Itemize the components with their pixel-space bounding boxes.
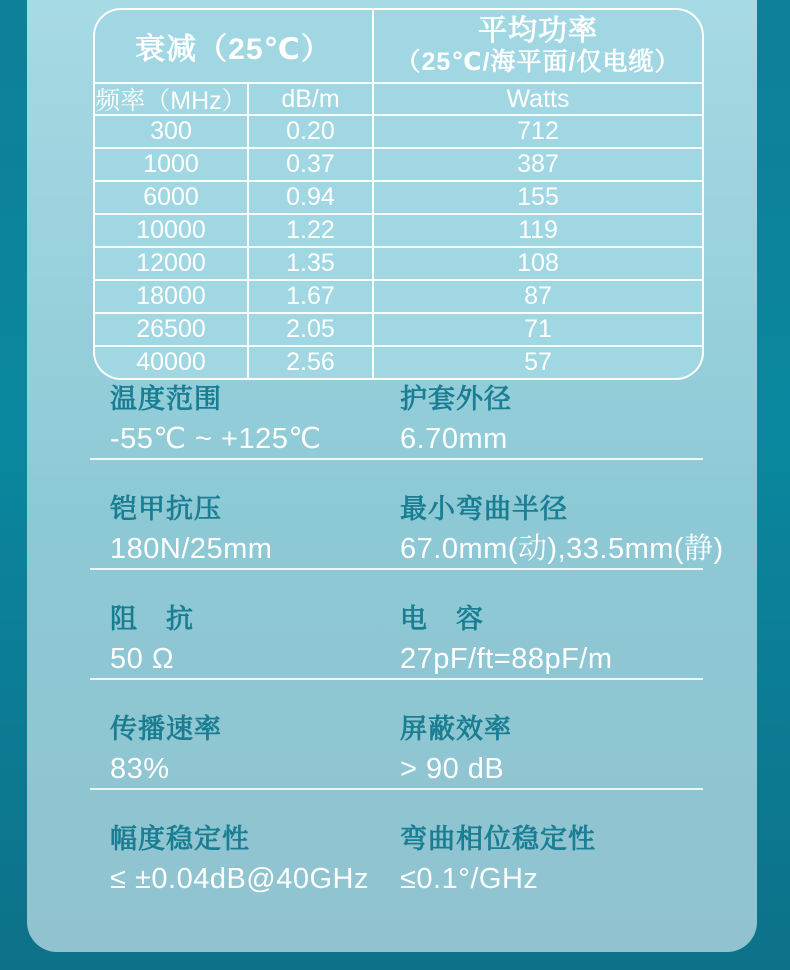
spec-impedance <box>110 603 400 678</box>
column-header-frequency: 频率（MHz） <box>95 84 247 114</box>
table-cell-power: 87 <box>374 281 702 312</box>
table-cell-power: 57 <box>374 347 702 378</box>
column-header-dbm: dB/m <box>249 84 372 114</box>
table-cell-frequency: 300 <box>95 116 247 147</box>
spec-value: ≤0.1°/GHz <box>400 863 539 896</box>
table-cell-attenuation: 1.22 <box>249 215 372 246</box>
column-header-watts: Watts <box>374 84 702 114</box>
spec-value: ≤ ±0.04dB@40GHz <box>110 863 369 896</box>
spec-bend-phase-stability <box>400 823 703 900</box>
spec-label: 电 容 <box>400 604 484 634</box>
table-grid <box>95 10 702 378</box>
spec-jacket-diameter <box>400 383 703 458</box>
spec-value: 180N/25mm <box>110 533 273 566</box>
table-cell-power: 108 <box>374 248 702 279</box>
table-cell-frequency: 12000 <box>95 248 247 279</box>
table-cell-power: 387 <box>374 149 702 180</box>
table-cell-frequency: 18000 <box>95 281 247 312</box>
spec-row-armor-bend <box>90 460 724 570</box>
table-cell-frequency: 1000 <box>95 149 247 180</box>
spec-row-temperature-jacket <box>90 350 703 460</box>
spec-value: -55℃ ~ +125℃ <box>110 423 322 456</box>
table-cell-attenuation: 0.20 <box>249 116 372 147</box>
spec-temperature-range <box>110 383 400 458</box>
power-header-line1: 平均功率 <box>477 14 598 47</box>
table-cell-attenuation: 0.37 <box>249 149 372 180</box>
table-header-average-power <box>374 10 702 82</box>
table-cell-attenuation: 2.05 <box>249 314 372 345</box>
spec-label: 传播速率 <box>110 714 222 744</box>
spec-label: 屏蔽效率 <box>400 714 512 744</box>
spec-card <box>27 0 757 952</box>
spec-capacitance <box>400 603 703 678</box>
spec-label: 弯曲相位稳定性 <box>400 824 596 854</box>
spec-value: 6.70mm <box>400 423 508 456</box>
table-cell-attenuation: 1.35 <box>249 248 372 279</box>
spec-sections <box>90 350 724 900</box>
spec-min-bend-radius <box>400 493 724 568</box>
table-cell-power: 119 <box>374 215 702 246</box>
spec-row-velocity-shielding <box>90 680 703 790</box>
spec-label: 护套外径 <box>400 384 512 414</box>
spec-value: 83% <box>110 753 170 786</box>
table-cell-attenuation: 0.94 <box>249 182 372 213</box>
table-cell-power: 155 <box>374 182 702 213</box>
spec-label: 温度范围 <box>110 384 222 414</box>
spec-amplitude-stability <box>110 823 400 900</box>
table-cell-attenuation: 2.56 <box>249 347 372 378</box>
table-cell-frequency: 26500 <box>95 314 247 345</box>
attenuation-power-table <box>93 8 704 380</box>
spec-value: 27pF/ft=88pF/m <box>400 643 613 676</box>
spec-label: 铠甲抗压 <box>110 494 222 524</box>
table-header-attenuation: 衰减（25℃） <box>95 10 372 82</box>
table-cell-frequency: 40000 <box>95 347 247 378</box>
table-cell-power: 712 <box>374 116 702 147</box>
spec-propagation-velocity <box>110 713 400 788</box>
spec-label: 最小弯曲半径 <box>400 494 568 524</box>
power-header-line2: （25℃/海平面/仅电缆） <box>395 48 681 77</box>
spec-label: 幅度稳定性 <box>110 824 250 854</box>
table-cell-frequency: 10000 <box>95 215 247 246</box>
spec-value: > 90 dB <box>400 753 505 786</box>
table-cell-power: 71 <box>374 314 702 345</box>
table-cell-attenuation: 1.67 <box>249 281 372 312</box>
spec-shielding-efficiency <box>400 713 703 788</box>
spec-value: 67.0mm(动),33.5mm(静) <box>400 533 724 566</box>
spec-armor-crush-resistance <box>110 493 400 568</box>
spec-label: 阻 抗 <box>110 604 194 634</box>
spec-row-stability <box>90 790 703 900</box>
spec-row-impedance-capacitance <box>90 570 703 680</box>
spec-value: 50 Ω <box>110 643 174 676</box>
table-cell-frequency: 6000 <box>95 182 247 213</box>
